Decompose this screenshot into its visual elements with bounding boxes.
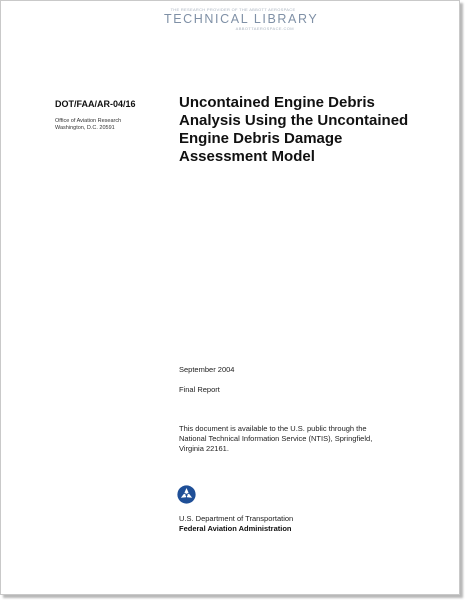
document-title: Uncontained Engine Debris Analysis Using the Uncontained Engine Debris Damage Assessment Model <box>179 94 409 165</box>
publication-date: September 2004 <box>179 365 235 374</box>
banner-url: ABBOTTAEROSPACE.COM <box>235 26 294 31</box>
report-number: DOT/FAA/AR-04/16 <box>55 99 136 109</box>
availability-statement: This document is available to the U.S. public through the National Technical Information Service (NTIS), Springfield, Virginia 22161. <box>179 424 373 453</box>
office-city: Washington, D.C. 20591 <box>55 125 115 131</box>
office-address <box>55 118 121 132</box>
banner-title: TECHNICAL LIBRARY <box>164 12 319 26</box>
report-type: Final Report <box>179 385 220 394</box>
banner-tagline: THE RESEARCH PROVIDER OF THE ABBOTT AEROSPACE <box>170 7 296 12</box>
office-name: Office of Aviation Research <box>55 118 122 124</box>
technical-library-banner <box>164 7 319 37</box>
department-name: U.S. Department of Transportation <box>179 514 294 523</box>
agency-name: Federal Aviation Administration <box>179 524 292 533</box>
dot-triskelion-icon <box>177 485 196 504</box>
